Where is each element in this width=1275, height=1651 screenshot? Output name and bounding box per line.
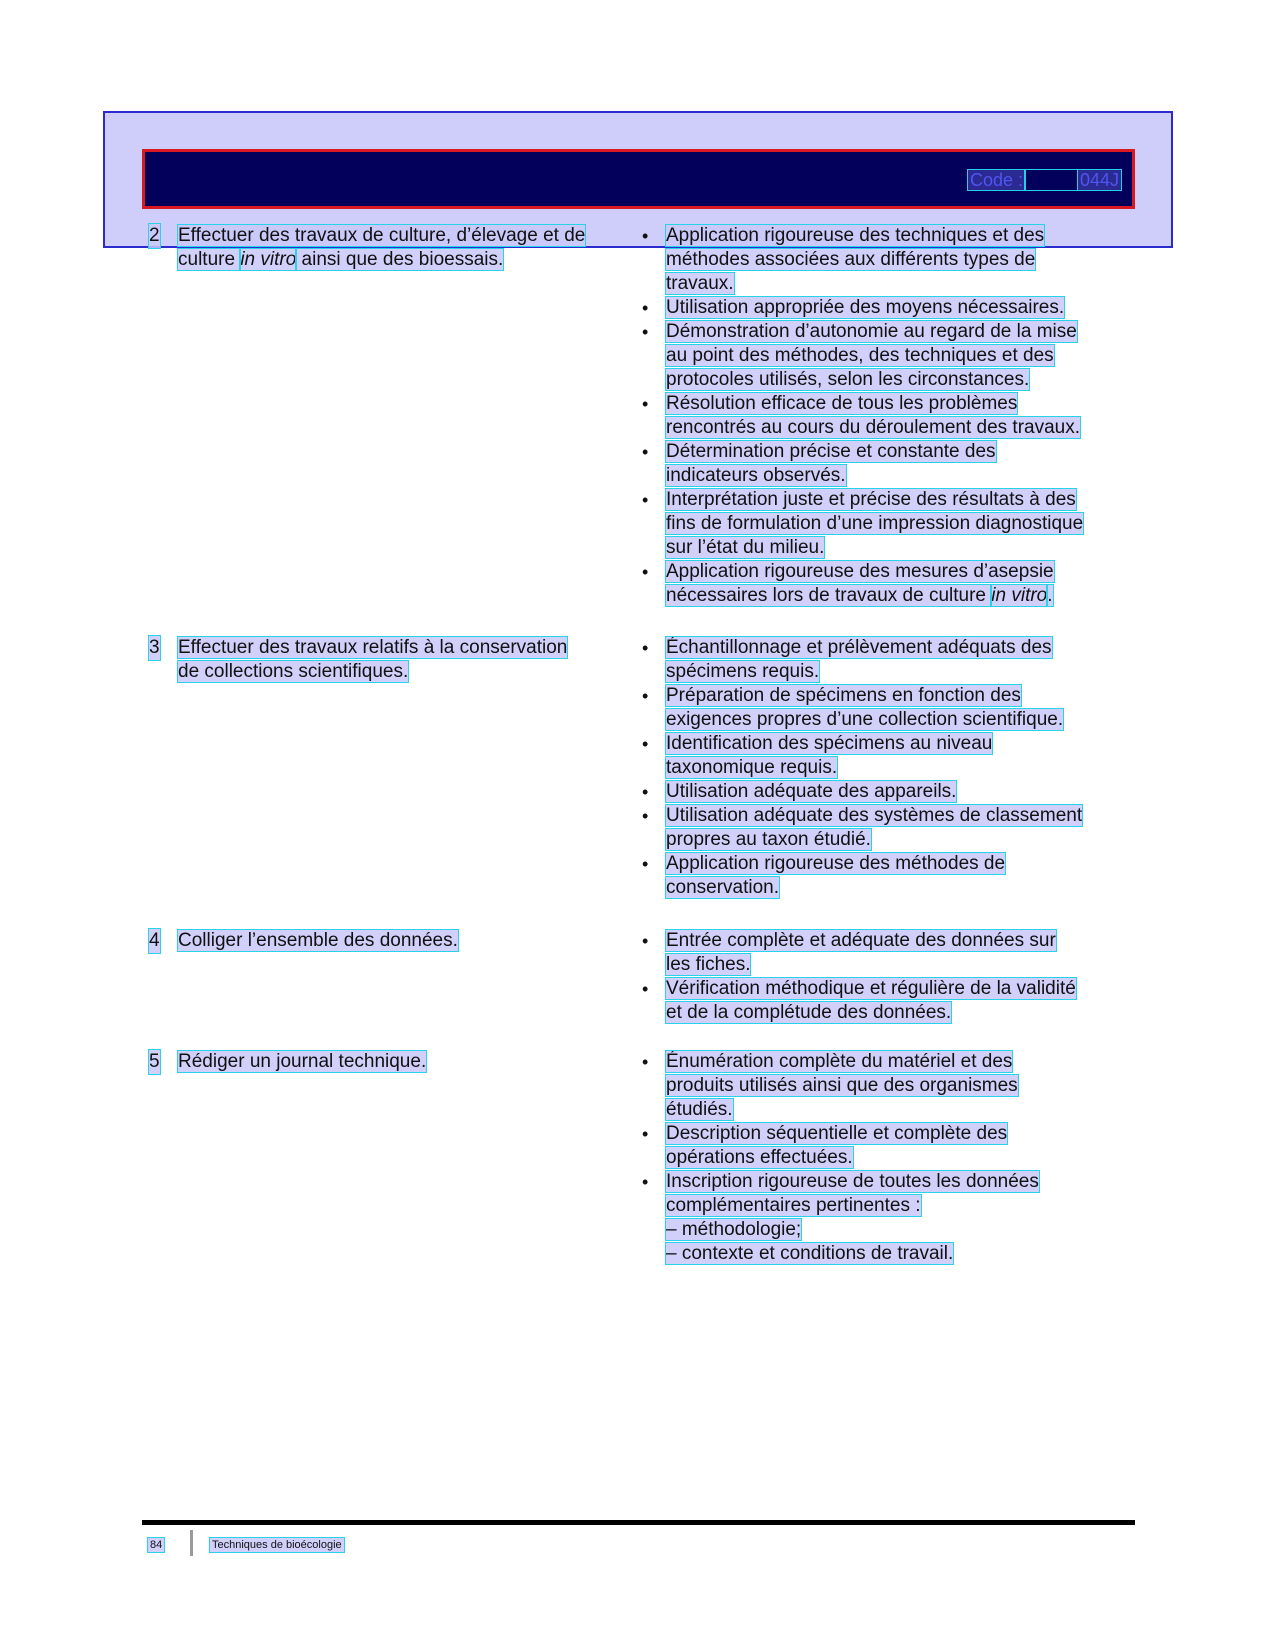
text-line — [666, 929, 1120, 953]
text-segment: complémentaires pertinentes : — [666, 1195, 921, 1216]
text-line — [666, 392, 1120, 416]
text-segment: ainsi que des bioessais. — [296, 249, 504, 270]
competency-number: 3 — [149, 637, 160, 658]
competency-number: 2 — [149, 225, 160, 246]
text-line — [666, 488, 1120, 512]
text-line — [178, 1050, 638, 1074]
text-line — [666, 1050, 1120, 1074]
competency-number: 4 — [149, 930, 160, 951]
performance-criterion — [640, 320, 1120, 392]
footer-separator — [190, 1530, 193, 1556]
text-line — [666, 560, 1120, 584]
text-line — [666, 536, 1120, 560]
footer-title: Techniques de bioécologie — [212, 1539, 342, 1551]
text-segment: Utilisation adéquate des appareils. — [666, 781, 957, 802]
text-line — [666, 953, 1120, 977]
text-segment: au point des méthodes, des techniques et des — [666, 345, 1054, 366]
performance-criteria-list — [640, 224, 1120, 608]
text-segment: exigences propres d’une collection scientifique. — [666, 709, 1064, 730]
text-segment: les fiches. — [666, 954, 751, 975]
text-line — [666, 1170, 1120, 1194]
text-segment: Application rigoureuse des mesures d’asepsie — [666, 561, 1054, 582]
performance-criterion — [640, 852, 1120, 900]
footer-page-number: 84 — [150, 1539, 163, 1551]
performance-criteria-list — [640, 1050, 1120, 1266]
performance-criterion — [640, 392, 1120, 440]
text-segment: Énumération complète du matériel et des — [666, 1051, 1013, 1072]
text-line — [666, 852, 1120, 876]
text-line — [666, 1194, 1120, 1218]
text-segment: Rédiger un journal technique. — [178, 1051, 427, 1072]
text-line — [666, 464, 1120, 488]
text-line — [666, 272, 1120, 296]
italic-text: in vitro — [991, 585, 1048, 606]
text-line — [666, 416, 1120, 440]
text-line — [666, 344, 1120, 368]
text-line — [666, 780, 1120, 804]
text-line — [178, 636, 638, 660]
performance-criterion — [640, 636, 1120, 684]
competency-element — [178, 224, 638, 272]
performance-criterion — [640, 732, 1120, 780]
text-segment: Démonstration d’autonomie au regard de la mise — [666, 321, 1077, 342]
performance-criterion — [640, 684, 1120, 732]
text-segment: Interprétation juste et précise des résultats à des — [666, 489, 1076, 510]
text-line — [666, 248, 1120, 272]
text-segment: Inscription rigoureuse de toutes les données — [666, 1171, 1039, 1192]
text-line — [666, 977, 1120, 1001]
text-segment: Échantillonnage et prélèvement adéquats des — [666, 637, 1052, 658]
text-segment: Application rigoureuse des techniques et des — [666, 225, 1045, 246]
code-label: Code : — [970, 170, 1024, 190]
italic-text: in vitro — [240, 249, 297, 270]
text-segment: Identification des spécimens au niveau — [666, 733, 993, 754]
text-line — [178, 224, 638, 248]
text-line — [666, 512, 1120, 536]
text-segment: Utilisation adéquate des systèmes de classement — [666, 805, 1083, 826]
text-segment: travaux. — [666, 273, 734, 294]
text-line — [666, 684, 1120, 708]
text-line — [666, 1146, 1120, 1170]
text-segment: produits utilisés ainsi que des organismes — [666, 1075, 1018, 1096]
text-segment: – contexte et conditions de travail. — [666, 1243, 954, 1264]
text-line — [666, 708, 1120, 732]
text-line — [666, 224, 1120, 248]
text-segment: Détermination précise et constante des — [666, 441, 996, 462]
text-line — [666, 828, 1120, 852]
text-segment: protocoles utilisés, selon les circonstances. — [666, 369, 1030, 390]
performance-criteria-list — [640, 929, 1120, 1025]
performance-criteria-list — [640, 636, 1120, 900]
competency-number: 5 — [149, 1051, 160, 1072]
performance-criterion — [640, 296, 1120, 320]
performance-criterion — [640, 1122, 1120, 1170]
text-line — [666, 1098, 1120, 1122]
text-segment: Colliger l’ensemble des données. — [178, 930, 458, 951]
text-line — [666, 440, 1120, 464]
performance-criterion — [640, 224, 1120, 296]
text-segment: indicateurs observés. — [666, 465, 846, 486]
text-line — [666, 1001, 1120, 1025]
text-segment: – méthodologie; — [666, 1219, 802, 1240]
code-value: 044J — [1080, 170, 1120, 190]
code-separator — [1025, 170, 1077, 190]
text-segment: conservation. — [666, 877, 780, 898]
text-segment: méthodes associées aux différents types de — [666, 249, 1036, 270]
performance-criterion — [640, 780, 1120, 804]
text-segment: sur l’état du milieu. — [666, 537, 825, 558]
text-line — [666, 804, 1120, 828]
performance-criterion — [640, 1050, 1120, 1122]
text-line — [178, 248, 638, 272]
performance-criterion — [640, 488, 1120, 560]
text-segment: opérations effectuées. — [666, 1147, 853, 1168]
text-segment: Effectuer des travaux relatifs à la conservation — [178, 637, 568, 658]
text-segment: Résolution efficace de tous les problèmes — [666, 393, 1018, 414]
competency-element — [178, 929, 638, 953]
competency-element — [178, 636, 638, 684]
text-line — [666, 368, 1120, 392]
text-line — [666, 636, 1120, 660]
text-line — [178, 929, 638, 953]
text-segment: nécessaires lors de travaux de culture — [666, 585, 992, 606]
text-line — [666, 1074, 1120, 1098]
text-line — [666, 756, 1120, 780]
competency-element — [178, 1050, 638, 1074]
text-line — [666, 1242, 1120, 1266]
text-line — [178, 660, 638, 684]
text-segment: étudiés. — [666, 1099, 733, 1120]
performance-criterion — [640, 977, 1120, 1025]
text-segment: culture — [178, 249, 241, 270]
performance-criterion — [640, 1170, 1120, 1266]
text-line — [666, 296, 1120, 320]
text-line — [666, 320, 1120, 344]
text-line — [666, 876, 1120, 900]
performance-criterion — [640, 804, 1120, 852]
performance-criterion — [640, 929, 1120, 977]
performance-criterion — [640, 440, 1120, 488]
text-line — [666, 1122, 1120, 1146]
text-segment: Application rigoureuse des méthodes de — [666, 853, 1006, 874]
text-segment: Préparation de spécimens en fonction des — [666, 685, 1021, 706]
text-line — [666, 732, 1120, 756]
text-segment: Utilisation appropriée des moyens nécessaires. — [666, 297, 1065, 318]
text-segment: spécimens requis. — [666, 661, 820, 682]
text-segment: . — [1047, 585, 1053, 606]
performance-criterion — [640, 560, 1120, 608]
footer-rule — [142, 1520, 1135, 1525]
text-segment: rencontrés au cours du déroulement des travaux. — [666, 417, 1081, 438]
text-line — [666, 584, 1120, 608]
text-segment: Entrée complète et adéquate des données sur — [666, 930, 1056, 951]
text-line — [666, 1218, 1120, 1242]
text-segment: Description séquentielle et complète des — [666, 1123, 1008, 1144]
text-segment: taxonomique requis. — [666, 757, 838, 778]
text-segment: propres au taxon étudié. — [666, 829, 871, 850]
text-segment: Vérification méthodique et régulière de la validité — [666, 978, 1076, 999]
text-segment: et de la complétude des données. — [666, 1002, 952, 1023]
text-segment: de collections scientifiques. — [178, 661, 409, 682]
text-line — [666, 660, 1120, 684]
text-segment: fins de formulation d’une impression diagnostique — [666, 513, 1084, 534]
text-segment: Effectuer des travaux de culture, d’élevage et de — [178, 225, 586, 246]
